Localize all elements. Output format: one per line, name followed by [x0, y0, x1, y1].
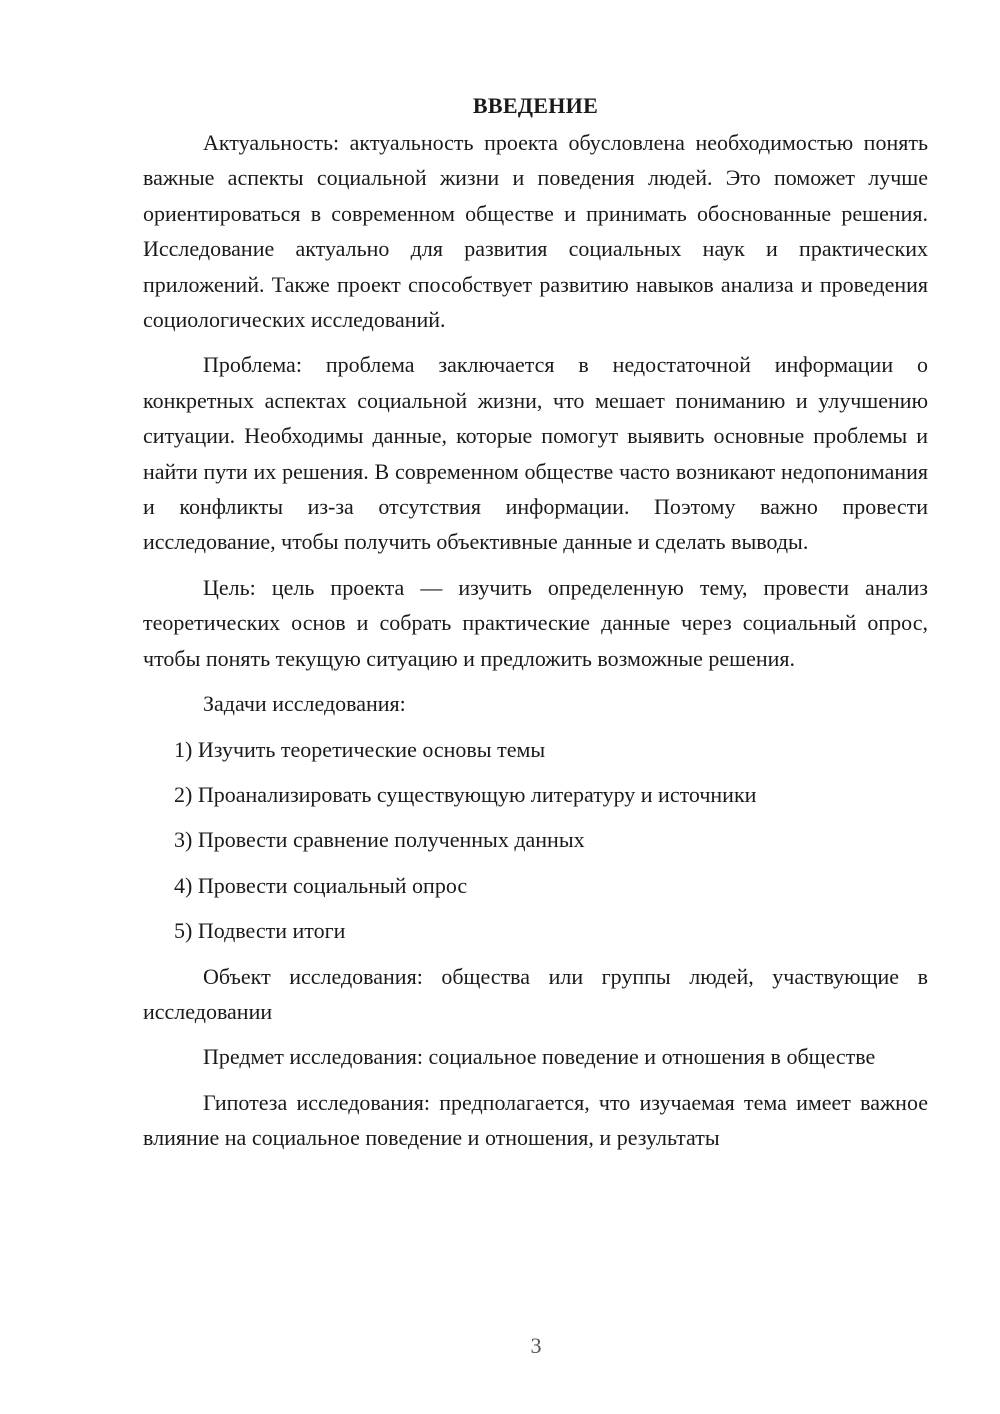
section-title: ВВЕДЕНИЕ — [472, 93, 599, 118]
tasks-heading: Задачи исследования: — [203, 691, 406, 717]
task-item-5: 5) Подвести итоги — [174, 918, 346, 944]
paragraph-hypothesis: Гипотеза исследования: предполагается, что изучаемая тема имеет важное влияние на социальное поведение и отношения, и результаты — [143, 1089, 928, 1151]
paragraph-object: Объект исследования: общества или группы людей, участвующие в исследовании — [143, 963, 928, 1024]
paragraph-actuality: Актуальность: актуальность проекта обусловлена необходимостью понять важные аспекты социальной жизни и поведения людей. Это поможет лучше ориентироваться в современном обществе и принимать обоснованные решения. Исследование актуально для развития социальных наук и практических приложений. Также проект способствует развитию навыков анализа и проведения социологических исследований. — [143, 130, 928, 333]
task-item-3: 3) Провести сравнение полученных данных — [174, 827, 585, 853]
paragraph-problem: Проблема: проблема заключается в недостаточной информации о конкретных аспектах социальной жизни, что мешает пониманию и улучшению ситуации. Необходимы данные, которые помогут выявить основные проблемы и найти пути их решения. В современном обществе часто возникают недопонимания и конфликты из-за отсутствия информации. Поэтому важно провести исследование, чтобы получить объективные данные и сделать выводы. — [143, 352, 928, 555]
paragraph-subject: Предмет исследования: социальное поведение и отношения в обществе — [203, 1044, 876, 1070]
paragraph-goal: Цель: цель проекта — изучить определенную тему, провести анализ теоретических основ и собрать практические данные через социальный опрос, чтобы понять текущую ситуацию и предложить возможные решения. — [143, 574, 928, 671]
task-item-4: 4) Провести социальный опрос — [174, 872, 468, 898]
page-content — [143, 88, 928, 1166]
page-number: 3 — [530, 1333, 542, 1358]
task-item-1: 1) Изучить теоретические основы темы — [174, 736, 546, 762]
task-item-2: 2) Проанализировать существующую литературу и источники — [174, 781, 757, 807]
task-list — [143, 732, 928, 949]
